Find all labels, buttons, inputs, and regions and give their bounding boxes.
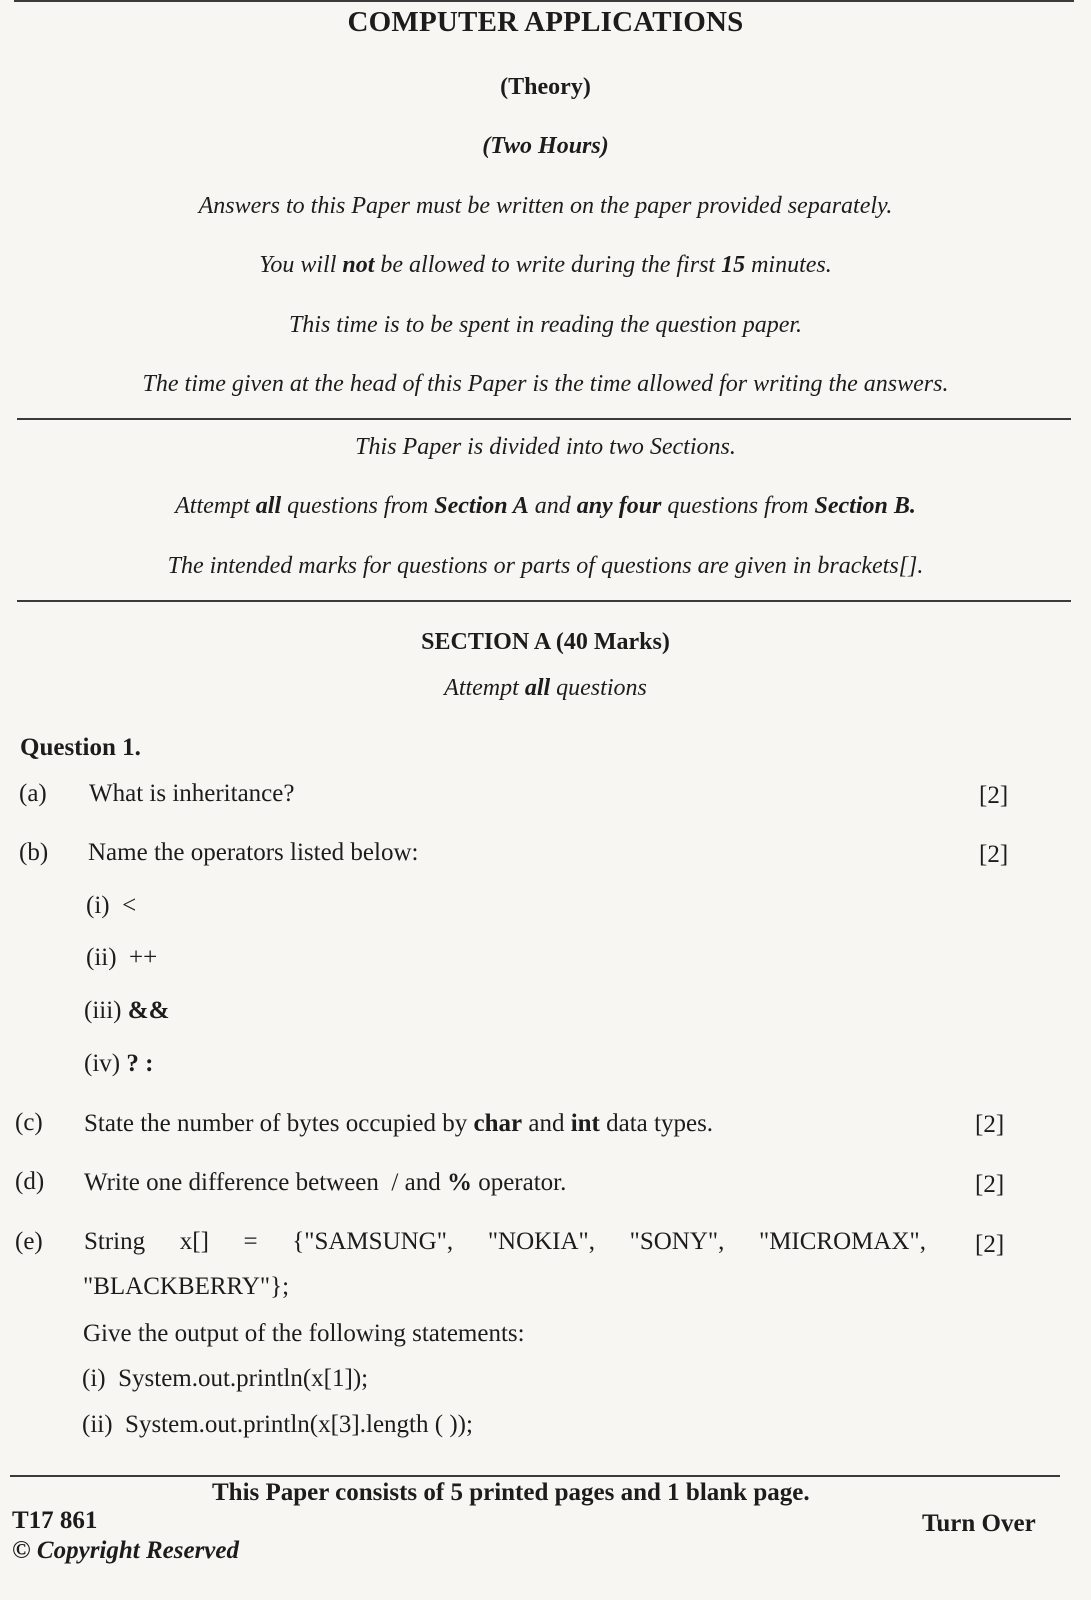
paper-title: COMPUTER APPLICATIONS (347, 6, 744, 38)
section-heading: SECTION A (40 Marks) (421, 629, 670, 655)
code-token: {"SAMSUNG", (292, 1228, 454, 1255)
item-label: (iv) (84, 1050, 121, 1077)
section-instruction-line (0, 553, 1091, 580)
text-run: This time is to be spent in reading the question paper. (288, 312, 803, 338)
marks: [2] (979, 841, 1009, 868)
part-text (84, 1169, 566, 1197)
text-run: data types. (599, 1110, 714, 1137)
code-token: String (84, 1228, 146, 1255)
part-label: (d) (15, 1168, 45, 1195)
copyright-notice: © Copyright Reserved (12, 1537, 239, 1564)
footer-divider (10, 1475, 1060, 1477)
text-run: Answers to this Paper must be written on the paper provided separately. (198, 193, 893, 219)
code-token: "MICROMAX", (759, 1228, 926, 1255)
part-label: (a) (19, 780, 47, 807)
text-run: and (528, 493, 577, 519)
operator-item (84, 1050, 153, 1078)
text-run: Attempt (444, 675, 525, 701)
item-label: (ii) (86, 944, 117, 971)
divider (17, 418, 1071, 420)
operator-symbol: ++ (129, 944, 158, 971)
emphasis-text: all (524, 675, 551, 701)
item-label: (iii) (84, 997, 122, 1024)
emphasis-text: Section A (434, 493, 529, 519)
section-instruction-line (0, 434, 1091, 461)
text-run: questions from (281, 493, 435, 519)
item-label: (i) (86, 892, 110, 919)
code-statement (82, 1365, 368, 1393)
item-label: (i) (82, 1365, 106, 1392)
paper-code: T17 861 (12, 1507, 98, 1534)
marks: [2] (975, 1231, 1005, 1258)
emphasis-text: % (446, 1169, 472, 1196)
text-run: Write one difference between / and (84, 1169, 447, 1196)
instruction-line (0, 252, 1091, 279)
item-label: (ii) (82, 1411, 113, 1438)
operator-symbol: ? : (126, 1050, 154, 1077)
instruction-line (0, 312, 1091, 339)
turn-over-label: Turn Over (922, 1510, 1036, 1537)
operator-symbol: && (127, 997, 170, 1024)
marks: [2] (975, 1171, 1005, 1198)
operator-item (86, 944, 157, 972)
text-run: State the number of bytes occupied by (84, 1110, 474, 1137)
code-declaration-line1 (84, 1228, 926, 1256)
question-title: Question 1. (20, 734, 141, 761)
section-subheading (0, 675, 1091, 702)
text-run: The intended marks for questions or parts of questions are given in brackets[]. (167, 553, 924, 579)
text-run: This Paper is divided into two Sections. (355, 434, 736, 460)
code-text: System.out.println(x[1]); (118, 1365, 369, 1392)
part-text: Name the operators listed below: (88, 839, 419, 866)
code-statement (82, 1411, 473, 1439)
paper-subtitle: (Theory) (500, 74, 591, 100)
operator-symbol: < (122, 892, 137, 919)
text-run: The time given at the head of this Paper is the time allowed for writing the answers. (142, 371, 949, 397)
operator-item (84, 997, 169, 1025)
page-count-note: This Paper consists of 5 printed pages and 1 blank page. (212, 1479, 810, 1506)
text-run: operator. (471, 1169, 567, 1196)
text-run: questions from (661, 493, 815, 519)
text-run: and (522, 1110, 571, 1137)
code-text: System.out.println(x[3].length ( )); (125, 1411, 473, 1438)
emphasis-text: not (342, 252, 375, 278)
emphasis-text: char (473, 1110, 523, 1137)
text-run: Attempt (175, 493, 256, 519)
part-text: What is inheritance? (89, 780, 295, 807)
text-run: questions (550, 675, 647, 701)
divider (17, 600, 1071, 602)
part-text (84, 1110, 713, 1138)
emphasis-text: int (570, 1110, 600, 1137)
part-label: (e) (15, 1228, 43, 1255)
part-prompt: Give the output of the following statements: (83, 1320, 525, 1347)
code-token: "SONY", (629, 1228, 725, 1255)
operator-item (86, 892, 136, 920)
top-rule (14, 0, 1074, 2)
part-label: (c) (15, 1109, 43, 1136)
code-declaration-line2: "BLACKBERRY"}; (83, 1273, 290, 1300)
emphasis-text: all (255, 493, 282, 519)
text-run: minutes. (745, 252, 832, 278)
marks: [2] (975, 1111, 1005, 1138)
code-token: x[] (179, 1228, 209, 1255)
instruction-line (0, 371, 1091, 398)
emphasis-text: any four (576, 493, 662, 519)
text-run: be allowed to write during the first (374, 252, 722, 278)
emphasis-text: Section B. (814, 493, 916, 519)
marks: [2] (979, 782, 1009, 809)
emphasis-text: 15 (721, 252, 746, 278)
instruction-line (0, 193, 1091, 220)
code-token: "NOKIA", (487, 1228, 596, 1255)
code-token: = (243, 1228, 258, 1255)
paper-duration: (Two Hours) (482, 133, 609, 159)
text-run: You will (259, 252, 343, 278)
section-instruction-line (0, 493, 1091, 520)
part-label: (b) (19, 839, 49, 866)
